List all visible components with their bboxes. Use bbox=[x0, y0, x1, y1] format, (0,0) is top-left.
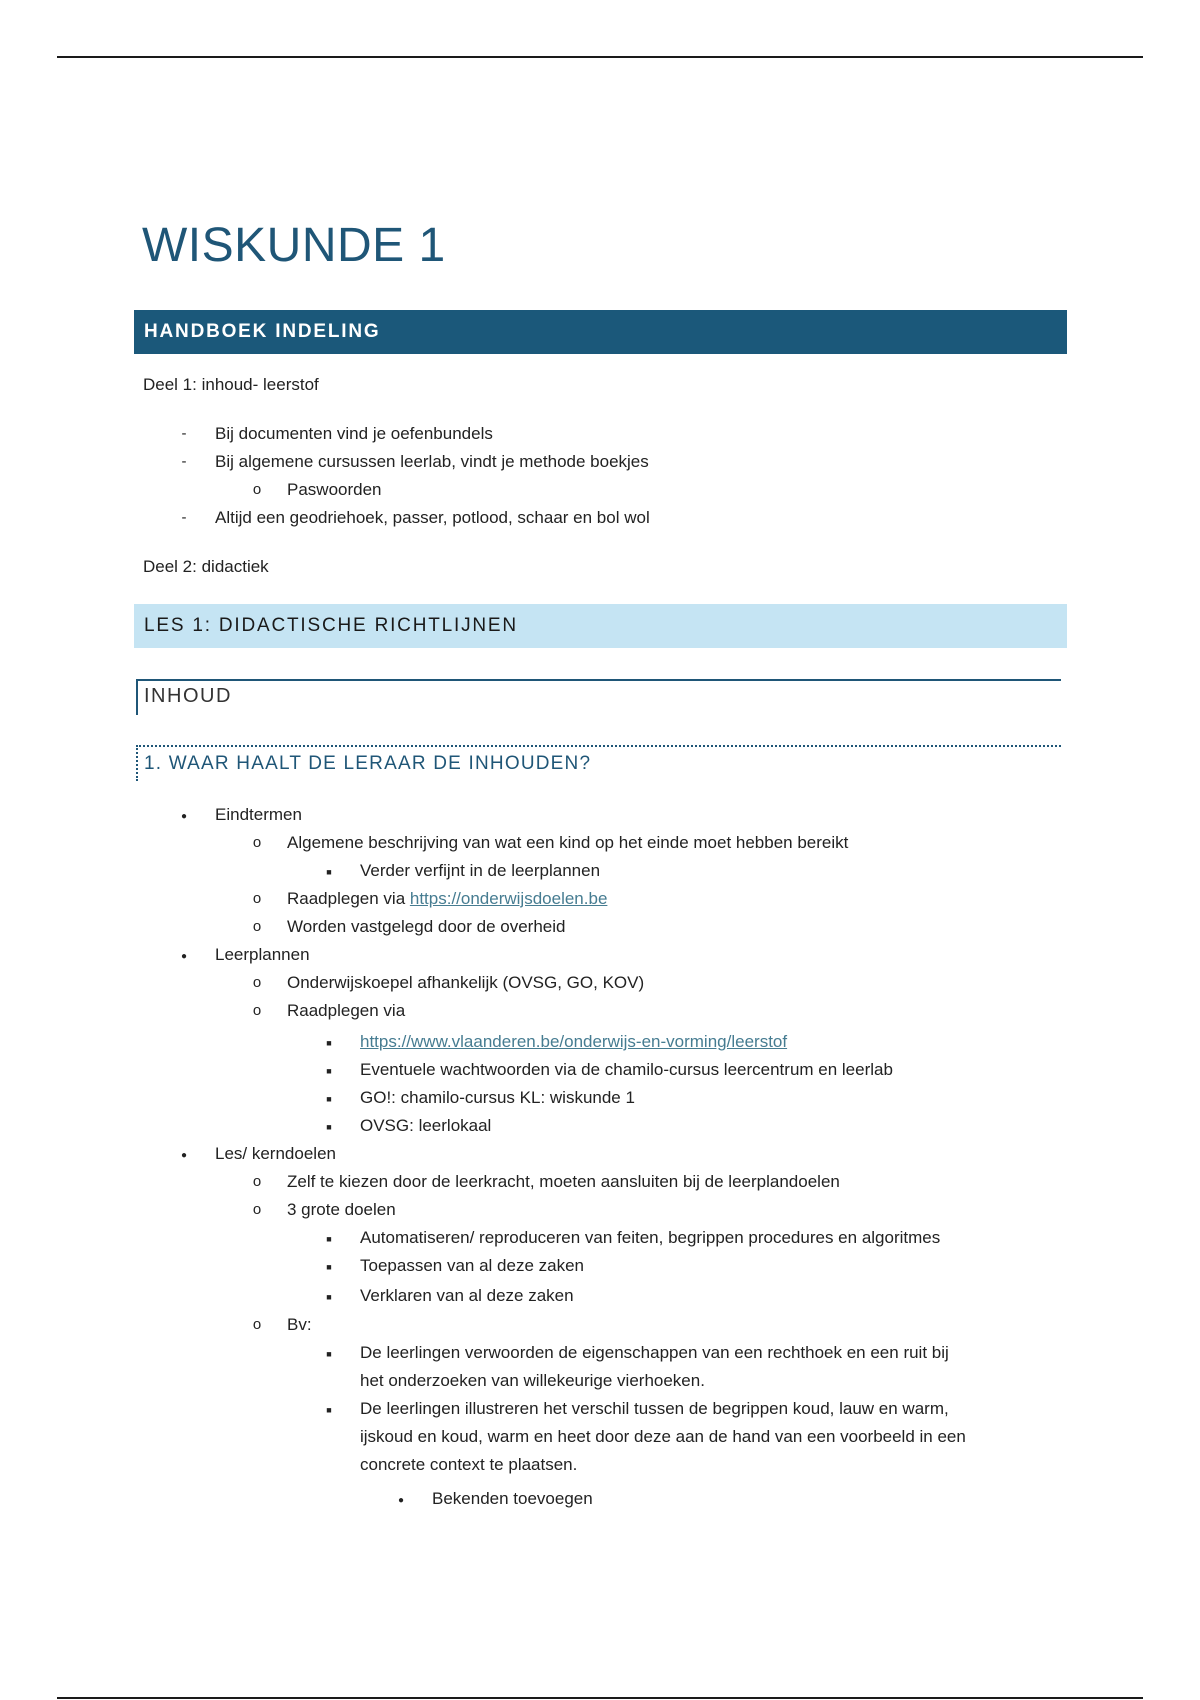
dash-bullet: - bbox=[181, 509, 187, 526]
circle-bullet bbox=[251, 1314, 263, 1336]
paragraph-deel1: Deel 1: inhoud- leerstof bbox=[143, 375, 319, 394]
list-item: OVSG: leerlokaal bbox=[360, 1116, 492, 1135]
disc-bullet bbox=[178, 944, 190, 968]
list-item-continuation: ijskoud en koud, warm en heet door deze aan de hand van een voorbeeld in een bbox=[360, 1427, 966, 1446]
list-item: Bij documenten vind je oefenbundels bbox=[215, 424, 493, 443]
heading-waar-haalt-de-leraar: 1. WAAR HAALT DE LERAAR DE INHOUDEN? bbox=[136, 745, 1061, 781]
circle-bullet bbox=[251, 972, 263, 994]
list-item: Worden vastgelegd door de overheid bbox=[287, 917, 566, 936]
page-top-rule bbox=[57, 56, 1143, 58]
circle-bullet bbox=[251, 479, 263, 501]
circle-bullet bbox=[251, 1171, 263, 1193]
list-item-lesdoelen: Les/ kerndoelen bbox=[215, 1144, 336, 1163]
square-bullet bbox=[323, 1342, 335, 1365]
paragraph-deel2: Deel 2: didactiek bbox=[143, 557, 269, 576]
list-item-continuation: concrete context te plaatsen. bbox=[360, 1455, 578, 1474]
square-bullet bbox=[323, 860, 335, 883]
circle-bullet bbox=[251, 1199, 263, 1221]
list-item: Verder verfijnt in de leerplannen bbox=[360, 861, 601, 880]
list-item: Bekenden toevoegen bbox=[432, 1489, 593, 1508]
square-bullet bbox=[323, 1255, 335, 1278]
disc-bullet bbox=[395, 1488, 407, 1512]
list-item-continuation: het onderzoeken van willekeurige vierhoeken. bbox=[360, 1371, 705, 1390]
section-banner-les1: LES 1: DIDACTISCHE RICHTLIJNEN bbox=[134, 604, 1067, 648]
list-item: Verklaren van al deze zaken bbox=[360, 1286, 574, 1305]
list-item: Onderwijskoepel afhankelijk (OVSG, GO, KOV) bbox=[287, 973, 645, 992]
list-item: Algemene beschrijving van wat een kind op het einde moet hebben bereikt bbox=[287, 833, 849, 852]
link-onderwijsdoelen[interactable]: https://onderwijsdoelen.be bbox=[409, 889, 608, 908]
link-vlaanderen-leerstof[interactable]: https://www.vlaanderen.be/onderwijs-en-vorming/leerstof bbox=[360, 1032, 788, 1051]
document-title: WISKUNDE 1 bbox=[142, 219, 446, 272]
square-bullet bbox=[323, 1398, 335, 1421]
circle-bullet bbox=[251, 1000, 263, 1022]
list-item: Automatiseren/ reproduceren van feiten, begrippen procedures en algoritmes bbox=[360, 1228, 941, 1247]
list-item-leerplannen: Leerplannen bbox=[215, 945, 310, 964]
circle-bullet bbox=[251, 832, 263, 854]
dash-bullet: - bbox=[181, 425, 187, 442]
list-item-eindtermen: Eindtermen bbox=[215, 805, 302, 824]
square-bullet bbox=[323, 1115, 335, 1138]
list-item bbox=[287, 888, 607, 910]
disc-bullet bbox=[178, 1143, 190, 1167]
list-item: Paswoorden bbox=[287, 480, 382, 499]
list-item: Raadplegen via bbox=[287, 1001, 406, 1020]
list-item: 3 grote doelen bbox=[287, 1200, 396, 1219]
list-item-text: Raadplegen via bbox=[287, 889, 410, 908]
list-item: Bv: bbox=[287, 1315, 312, 1334]
list-item: De leerlingen verwoorden de eigenschappen van een rechthoek en een ruit bij bbox=[360, 1343, 949, 1362]
list-item: GO!: chamilo-cursus KL: wiskunde 1 bbox=[360, 1088, 635, 1107]
square-bullet bbox=[323, 1059, 335, 1082]
section-banner-handboek-indeling: HANDBOEK INDELING bbox=[134, 310, 1067, 354]
heading-inhoud: INHOUD bbox=[136, 679, 1061, 715]
list-item: Zelf te kiezen door de leerkracht, moeten aansluiten bij de leerplandoelen bbox=[287, 1172, 840, 1191]
square-bullet bbox=[323, 1087, 335, 1110]
list-item: Altijd een geodriehoek, passer, potlood, schaar en bol wol bbox=[215, 508, 650, 527]
dash-bullet: - bbox=[181, 453, 187, 470]
circle-bullet bbox=[251, 888, 263, 910]
square-bullet bbox=[323, 1227, 335, 1250]
list-item: Bij algemene cursussen leerlab, vindt je methode boekjes bbox=[215, 452, 649, 471]
page-bottom-rule bbox=[57, 1697, 1143, 1699]
list-item: De leerlingen illustreren het verschil tussen de begrippen koud, lauw en warm, bbox=[360, 1399, 949, 1418]
disc-bullet bbox=[178, 804, 190, 828]
circle-bullet bbox=[251, 916, 263, 938]
square-bullet bbox=[323, 1031, 335, 1054]
list-item: Eventuele wachtwoorden via de chamilo-cursus leercentrum en leerlab bbox=[360, 1060, 893, 1079]
square-bullet bbox=[323, 1285, 335, 1308]
list-item: Toepassen van al deze zaken bbox=[360, 1256, 584, 1275]
